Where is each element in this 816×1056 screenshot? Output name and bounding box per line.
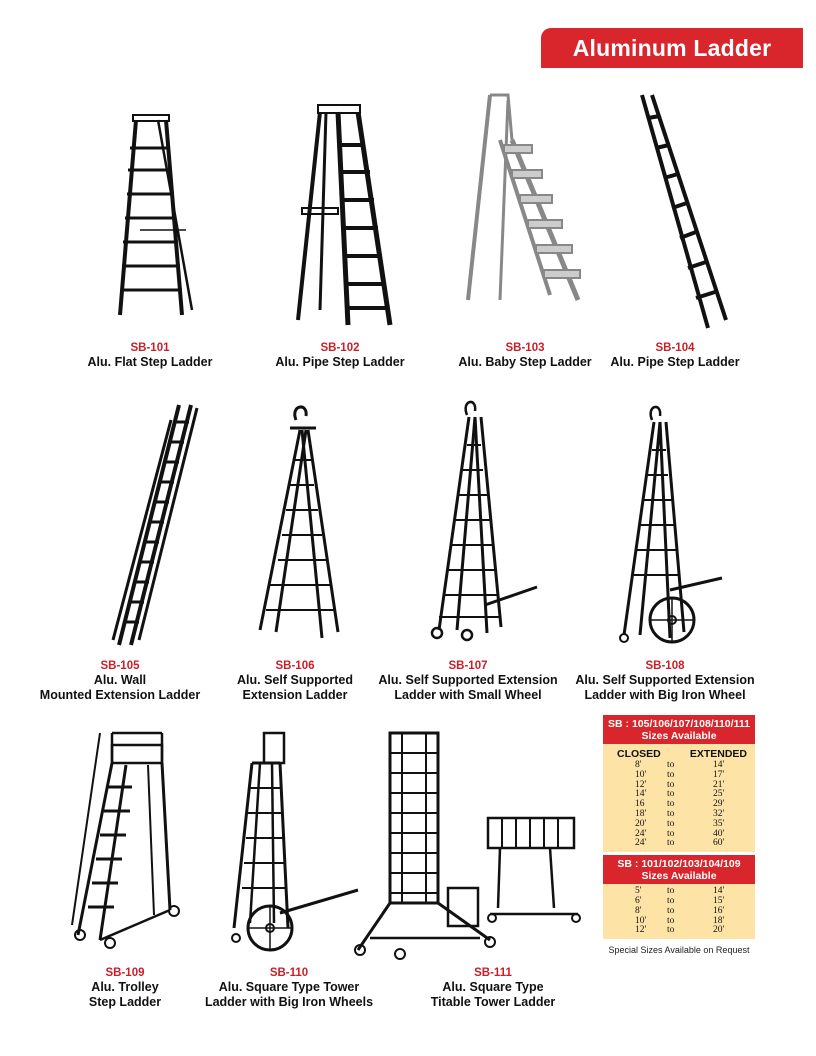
table-row: 24' to 40' bbox=[635, 828, 725, 839]
product-name-line1: Alu. Self Supported Extension bbox=[378, 673, 558, 687]
product-name-line1: Alu. Wall bbox=[93, 673, 147, 687]
sizes-table-1-subheading: Sizes Available bbox=[641, 730, 717, 742]
sizes-table-2-heading: SB : 101/102/103/104/109 bbox=[617, 858, 741, 871]
pipe-step-ladder-illustration bbox=[290, 100, 410, 335]
col-extended: EXTENDED bbox=[689, 748, 747, 760]
product-name-line2: Step Ladder bbox=[88, 995, 162, 1009]
product-code: SB-110 bbox=[269, 967, 309, 979]
table-row: 10' to 17' bbox=[635, 769, 725, 780]
table-row: 24' to 60' bbox=[635, 838, 725, 849]
product-name-line2: Extension Ladder bbox=[242, 688, 348, 702]
caption-sb-104 bbox=[560, 342, 790, 370]
product-sb-111 bbox=[350, 728, 590, 960]
product-sb-107 bbox=[425, 395, 545, 650]
product-code: SB-103 bbox=[505, 342, 545, 354]
product-name-line2: Ladder with Small Wheel bbox=[394, 688, 542, 702]
product-sb-108 bbox=[610, 400, 730, 650]
product-name-line1: Alu. Trolley bbox=[91, 980, 159, 994]
page-title-banner bbox=[541, 28, 803, 68]
product-code: SB-102 bbox=[320, 342, 360, 354]
flat-step-ladder-illustration bbox=[100, 110, 220, 335]
caption-sb-107 bbox=[353, 660, 583, 703]
product-name: Alu. Flat Step Ladder bbox=[87, 355, 213, 369]
product-code: SB-107 bbox=[448, 660, 488, 672]
sizes-panel bbox=[603, 715, 755, 955]
product-code: SB-109 bbox=[105, 967, 145, 979]
product-code: SB-101 bbox=[130, 342, 170, 354]
table-row: 8' to 16' bbox=[635, 905, 725, 916]
special-sizes-note: Special Sizes Available on Request bbox=[608, 945, 750, 956]
product-name-line1: Alu. Self Supported bbox=[237, 673, 353, 687]
table-row: 10' to 18' bbox=[635, 915, 725, 926]
square-tower-ladder-big-wheels-illustration bbox=[222, 728, 362, 958]
table-row: 12' to 21' bbox=[635, 779, 725, 790]
product-sb-105 bbox=[105, 400, 205, 650]
product-name: Alu. Pipe Step Ladder bbox=[275, 355, 405, 369]
product-sb-102 bbox=[290, 100, 410, 335]
table-row: 16 to 29' bbox=[635, 799, 725, 810]
product-code: SB-104 bbox=[655, 342, 695, 354]
wall-extension-ladder-illustration bbox=[105, 400, 205, 650]
product-name: Alu. Pipe Step Ladder bbox=[610, 355, 740, 369]
product-sb-101 bbox=[100, 110, 220, 335]
product-name: Alu. Baby Step Ladder bbox=[458, 355, 592, 369]
product-name-line1: Alu. Square Type bbox=[442, 980, 544, 994]
product-sb-109 bbox=[70, 725, 190, 955]
product-sb-106 bbox=[250, 400, 360, 650]
pipe-ladder-illustration bbox=[630, 90, 740, 335]
product-code: SB-111 bbox=[474, 967, 512, 979]
col-closed: CLOSED bbox=[617, 748, 661, 760]
caption-sb-111 bbox=[378, 967, 608, 1010]
product-code: SB-108 bbox=[645, 660, 685, 672]
product-sb-104 bbox=[630, 90, 740, 335]
table-row: 12' to 20' bbox=[635, 925, 725, 936]
sizes-table-2 bbox=[603, 884, 755, 939]
caption-sb-110 bbox=[174, 967, 404, 1010]
table-row: 20' to 35' bbox=[635, 818, 725, 829]
sizes-table-1-header bbox=[603, 715, 755, 744]
product-name-line2: Ladder with Big Iron Wheels bbox=[204, 995, 374, 1009]
product-sb-110 bbox=[222, 728, 362, 958]
baby-step-ladder-illustration bbox=[460, 90, 590, 335]
sizes-table-2-header bbox=[603, 855, 755, 884]
product-name-line2: Mounted Extension Ladder bbox=[39, 688, 201, 702]
table-row: 6' to 15' bbox=[635, 895, 725, 906]
product-sb-103 bbox=[460, 90, 590, 335]
product-name-line1: Alu. Square Type Tower bbox=[218, 980, 360, 994]
titable-tower-ladder-illustration bbox=[350, 728, 590, 960]
product-name-line2: Titable Tower Ladder bbox=[430, 995, 556, 1009]
table-row: 5' to 14' bbox=[635, 886, 725, 897]
product-code: SB-106 bbox=[275, 660, 315, 672]
sizes-table-1 bbox=[603, 744, 755, 852]
sizes-table-1-columns bbox=[609, 747, 749, 761]
trolley-step-ladder-illustration bbox=[70, 725, 190, 955]
extension-ladder-small-wheel-illustration bbox=[425, 395, 545, 650]
extension-ladder-big-iron-wheel-illustration bbox=[610, 400, 730, 650]
table-row: 8' to 14' bbox=[635, 760, 725, 770]
product-name-line2: Ladder with Big Iron Wheel bbox=[584, 688, 746, 702]
product-code: SB-105 bbox=[100, 660, 140, 672]
sizes-table-2-subheading: Sizes Available bbox=[641, 870, 717, 883]
self-supported-extension-ladder-illustration bbox=[250, 400, 360, 650]
sizes-table-1-heading: SB : 105/106/107/108/110/111 bbox=[608, 718, 750, 730]
table-row: 18' to 32' bbox=[635, 808, 725, 819]
table-row: 14' to 25' bbox=[635, 789, 725, 800]
page-title: Aluminum Ladder bbox=[572, 34, 772, 61]
caption-sb-108 bbox=[550, 660, 780, 703]
product-name-line1: Alu. Self Supported Extension bbox=[575, 673, 755, 687]
